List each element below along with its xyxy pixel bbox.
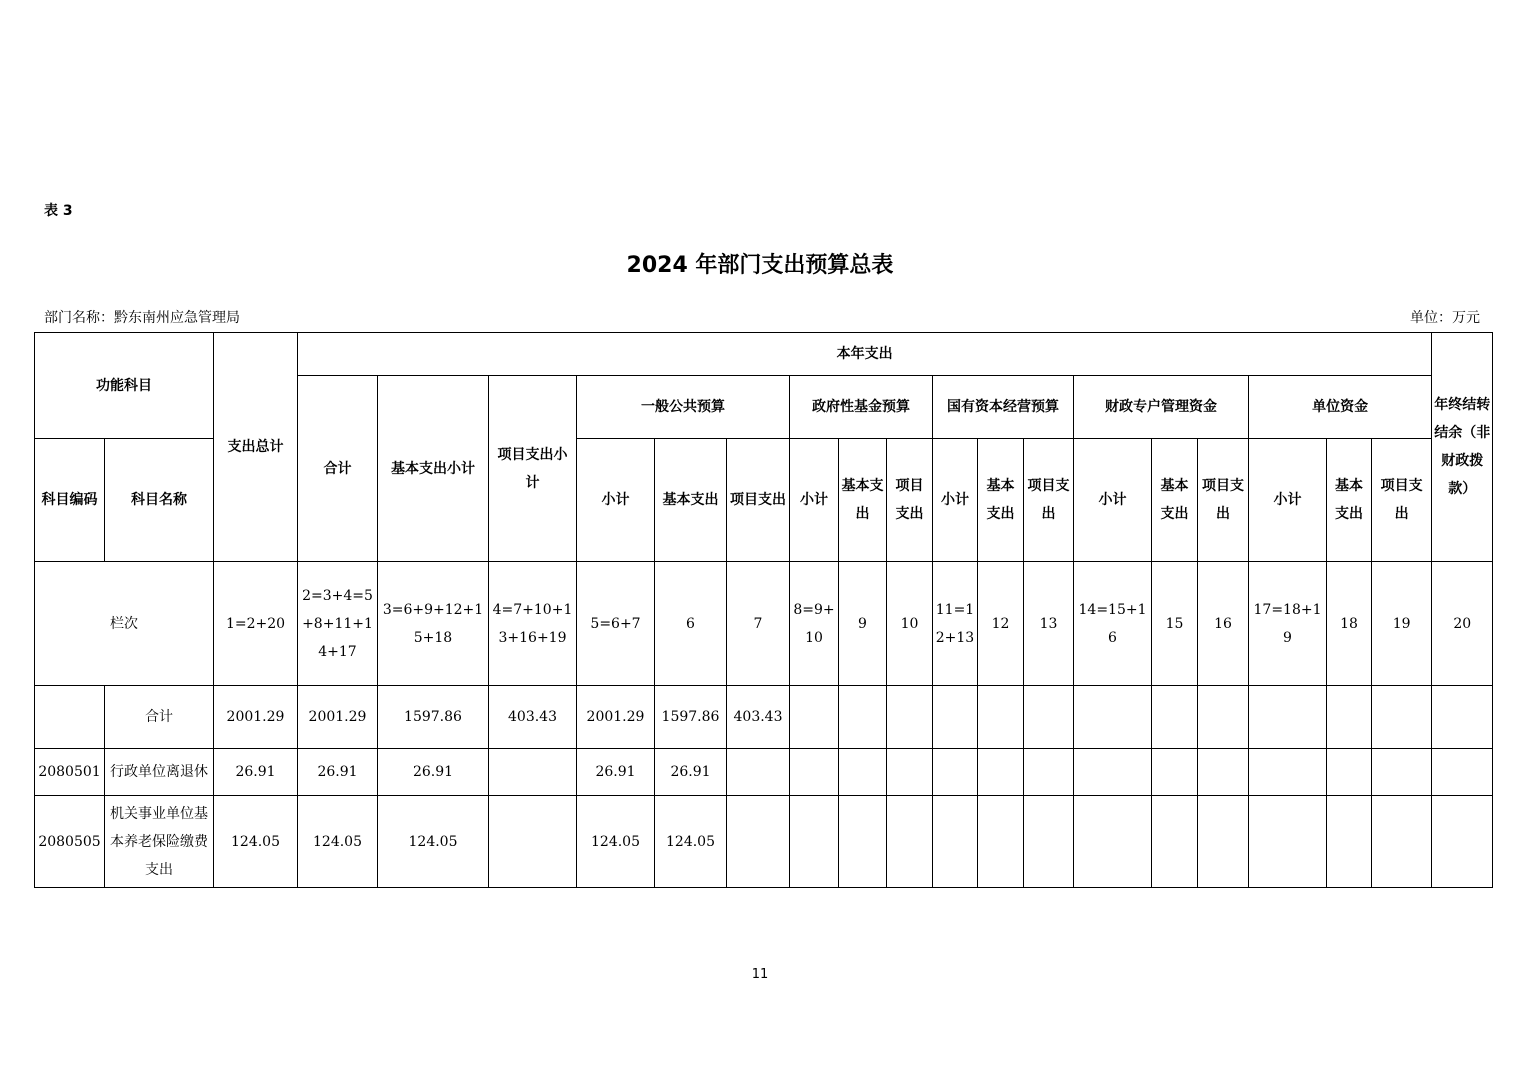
subject-code: 2080505	[35, 796, 105, 888]
subject-code: 2080501	[35, 749, 105, 796]
index-cell: 2=3+4=5+8+11+14+17	[298, 562, 378, 686]
header-fiscal-special-basic: 基本支出	[1152, 439, 1198, 562]
empty-cell	[1024, 796, 1074, 888]
header-carryover: 年终结转结余（非财政拨款）	[1432, 333, 1493, 562]
subject-name: 机关事业单位基本养老保险缴费支出	[105, 796, 214, 888]
empty-cell	[1074, 749, 1152, 796]
index-cell: 20	[1432, 562, 1493, 686]
empty-cell	[790, 796, 839, 888]
index-cell: 11=12+13	[933, 562, 978, 686]
value-cell: 124.05	[577, 796, 655, 888]
header-basic-subtotal: 基本支出小计	[378, 376, 489, 562]
total-cell: 2001.29	[214, 686, 298, 749]
empty-cell	[1249, 686, 1327, 749]
header-this-year: 本年支出	[298, 333, 1432, 376]
empty-cell	[887, 686, 933, 749]
header-fiscal-special-subtotal: 小计	[1074, 439, 1152, 562]
index-cell: 15	[1152, 562, 1198, 686]
empty-cell	[933, 796, 978, 888]
empty-cell	[1249, 749, 1327, 796]
index-cell: 5=6+7	[577, 562, 655, 686]
header-general-budget: 一般公共预算	[577, 376, 790, 439]
empty-cell	[1024, 686, 1074, 749]
empty-cell	[727, 796, 790, 888]
header-state-capital-basic: 基本支出	[978, 439, 1024, 562]
empty-cell	[839, 686, 887, 749]
header-unit-fund-basic: 基本支出	[1327, 439, 1372, 562]
page-number: 11	[751, 967, 769, 982]
empty-cell	[1327, 749, 1372, 796]
header-gov-fund-budget: 政府性基金预算	[790, 376, 933, 439]
header-hj: 合计	[298, 376, 378, 562]
total-code-cell	[35, 686, 105, 749]
budget-table	[34, 332, 1493, 888]
header-unit-fund-project: 项目支出	[1372, 439, 1432, 562]
total-row	[35, 686, 1493, 749]
index-cell: 16	[1198, 562, 1249, 686]
header-func-subject: 功能科目	[35, 333, 214, 439]
empty-cell	[1152, 749, 1198, 796]
index-cell: 4=7+10+13+16+19	[489, 562, 577, 686]
index-row	[35, 562, 1493, 686]
index-cell: 19	[1372, 562, 1432, 686]
empty-cell	[727, 749, 790, 796]
empty-cell	[839, 796, 887, 888]
empty-cell	[1198, 796, 1249, 888]
empty-cell	[978, 796, 1024, 888]
header-gov-fund-basic: 基本支出	[839, 439, 887, 562]
value-cell: 26.91	[577, 749, 655, 796]
header-general-subtotal: 小计	[577, 439, 655, 562]
empty-cell	[1074, 686, 1152, 749]
empty-cell	[1198, 686, 1249, 749]
total-cell: 2001.29	[298, 686, 378, 749]
empty-cell	[790, 686, 839, 749]
index-cell: 8=9+10	[790, 562, 839, 686]
total-cell: 403.43	[727, 686, 790, 749]
header-general-project: 项目支出	[727, 439, 790, 562]
value-cell: 26.91	[214, 749, 298, 796]
empty-cell	[1024, 749, 1074, 796]
value-cell: 26.91	[378, 749, 489, 796]
index-cell: 18	[1327, 562, 1372, 686]
header-fiscal-special-project: 项目支出	[1198, 439, 1249, 562]
empty-cell	[1432, 686, 1493, 749]
empty-cell	[1432, 749, 1493, 796]
header-code: 科目编码	[35, 439, 105, 562]
subject-name: 行政单位离退休	[105, 749, 214, 796]
total-cell: 403.43	[489, 686, 577, 749]
total-label: 合计	[105, 686, 214, 749]
header-unit-fund-subtotal: 小计	[1249, 439, 1327, 562]
header-unit-fund: 单位资金	[1249, 376, 1432, 439]
header-project-subtotal: 项目支出小计	[489, 376, 577, 562]
total-cell: 2001.29	[577, 686, 655, 749]
table-row	[35, 796, 1493, 888]
header-gov-fund-project: 项目支出	[887, 439, 933, 562]
header-fiscal-special-fund: 财政专户管理资金	[1074, 376, 1249, 439]
value-cell: 124.05	[298, 796, 378, 888]
header-state-capital-budget: 国有资本经营预算	[933, 376, 1074, 439]
value-cell: 26.91	[298, 749, 378, 796]
empty-cell	[978, 749, 1024, 796]
empty-cell	[933, 686, 978, 749]
value-cell: 26.91	[655, 749, 727, 796]
document-title: 2024 年部门支出预算总表	[626, 253, 894, 278]
index-cell: 13	[1024, 562, 1074, 686]
value-cell: 124.05	[378, 796, 489, 888]
header-general-basic: 基本支出	[655, 439, 727, 562]
value-cell: 124.05	[214, 796, 298, 888]
index-cell: 17=18+19	[1249, 562, 1327, 686]
empty-cell	[887, 796, 933, 888]
empty-cell	[1152, 686, 1198, 749]
empty-cell	[1327, 686, 1372, 749]
empty-cell	[978, 686, 1024, 749]
empty-cell	[1249, 796, 1327, 888]
index-cell: 14=15+16	[1074, 562, 1152, 686]
index-cell: 7	[727, 562, 790, 686]
header-total: 支出总计	[214, 333, 298, 562]
empty-cell	[1372, 686, 1432, 749]
index-cell: 12	[978, 562, 1024, 686]
empty-cell	[489, 749, 577, 796]
header-state-capital-subtotal: 小计	[933, 439, 978, 562]
department-name: 部门名称：黔东南州应急管理局	[44, 310, 240, 326]
empty-cell	[1372, 749, 1432, 796]
index-cell: 6	[655, 562, 727, 686]
empty-cell	[489, 796, 577, 888]
index-cell: 10	[887, 562, 933, 686]
total-cell: 1597.86	[655, 686, 727, 749]
empty-cell	[1074, 796, 1152, 888]
value-cell: 124.05	[655, 796, 727, 888]
empty-cell	[1432, 796, 1493, 888]
total-cell: 1597.86	[378, 686, 489, 749]
table-row	[35, 749, 1493, 796]
header-name: 科目名称	[105, 439, 214, 562]
empty-cell	[839, 749, 887, 796]
header-state-capital-project: 项目支出	[1024, 439, 1074, 562]
index-cell: 9	[839, 562, 887, 686]
empty-cell	[790, 749, 839, 796]
empty-cell	[887, 749, 933, 796]
empty-cell	[1152, 796, 1198, 888]
empty-cell	[1198, 749, 1249, 796]
index-label: 栏次	[35, 562, 214, 686]
empty-cell	[1327, 796, 1372, 888]
index-cell: 1=2+20	[214, 562, 298, 686]
header-row-1	[35, 333, 1493, 376]
empty-cell	[1372, 796, 1432, 888]
unit-label: 单位：万元	[1410, 310, 1480, 326]
header-gov-fund-subtotal: 小计	[790, 439, 839, 562]
table-label: 表 3	[44, 203, 73, 219]
index-cell: 3=6+9+12+15+18	[378, 562, 489, 686]
empty-cell	[933, 749, 978, 796]
